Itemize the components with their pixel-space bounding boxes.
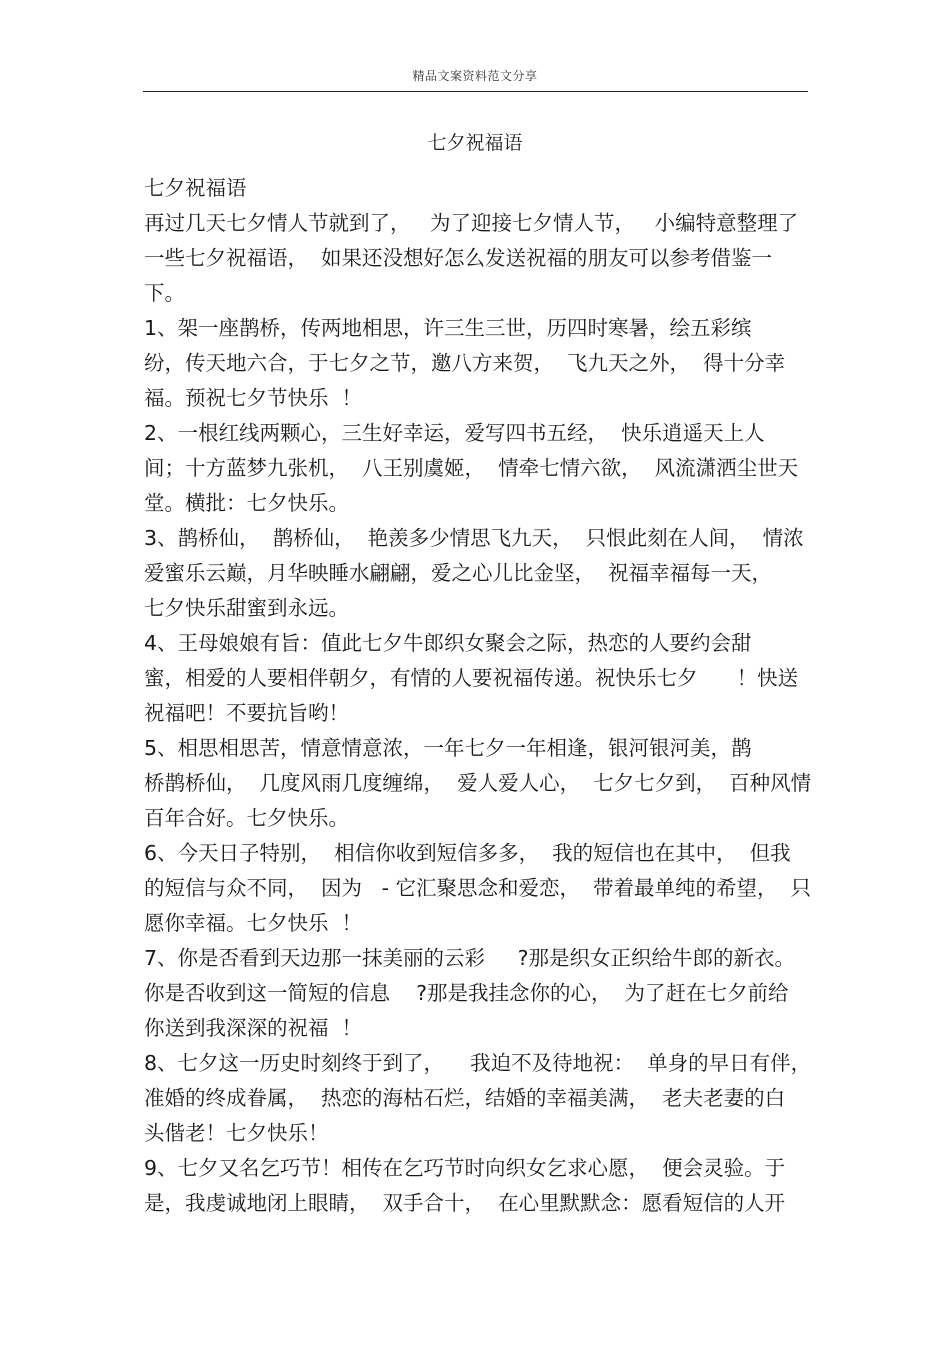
text-line: 2、一根红线两颗心，三生好幸运，爱写四书五经， 快乐逍遥天上人: [144, 421, 765, 445]
text-line: 七夕快乐甜蜜到永远。: [144, 596, 349, 620]
text-line: 纷，传天地六合，于七夕之节，邀八方来贺， 飞九天之外， 得十分幸: [144, 351, 786, 375]
text-line: 8、七夕这一历史时刻终于到了， 我迫不及待地祝： 单身的早日有伴，: [144, 1051, 812, 1075]
text-line: 蜜，相爱的人要相伴朝夕，有情的人要祝福传递。祝快乐七夕 ！快送: [144, 666, 799, 690]
text-line: 你送到我深深的祝福 ！: [144, 1016, 363, 1040]
text-line: 1、架一座鹊桥，传两地相思，许三生三世，历四时寒暑，绘五彩缤: [144, 316, 752, 340]
text-line: 下。: [144, 281, 185, 305]
text-line: 一些七夕祝福语， 如果还没想好怎么发送祝福的朋友可以参考借鉴一: [144, 246, 773, 270]
text-line: 爱蜜乐云巅，月华映睡水翩翩，爱之心儿比金坚， 祝福幸福每一天，: [144, 561, 773, 585]
text-line: 你是否收到这一简短的信息 ?那是我挂念你的心， 为了赶在七夕前给: [144, 981, 789, 1005]
text-line: 9、七夕又名乞巧节！相传在乞巧节时向织女乞求心愿， 便会灵验。于: [144, 1156, 786, 1180]
header-divider: [143, 91, 808, 92]
text-line: 4、王母娘娘有旨：值此七夕牛郎织女聚会之际，热恋的人要约会甜: [144, 631, 752, 655]
text-line: 桥鹊桥仙， 几度风雨几度缠绵， 爱人爱人心， 七夕七夕到， 百种风情: [144, 771, 812, 795]
text-line: 七夕祝福语: [144, 176, 247, 200]
text-line: 头偕老！七夕快乐！: [144, 1121, 329, 1145]
text-line: 7、你是否看到天边那一抹美丽的云彩 ?那是织女正织给牛郎的新衣。: [144, 946, 796, 970]
document-title: 七夕祝福语: [427, 132, 523, 154]
text-line: 5、相思相思苦，情意情意浓，一年七夕一年相逢，银河银河美，鹊: [144, 736, 752, 760]
text-line: 是，我虔诚地闭上眼睛， 双手合十， 在心里默默念：愿看短信的人开: [144, 1191, 786, 1215]
text-line: 百年合好。七夕快乐。: [144, 806, 349, 830]
text-line: 堂。横批：七夕快乐。: [144, 491, 349, 515]
text-line: 3、鹊桥仙， 鹊桥仙， 艳羡多少情思飞九天， 只恨此刻在人间， 情浓: [144, 526, 804, 550]
text-line: 6、今天日子特别， 相信你收到短信多多， 我的短信也在其中， 但我: [144, 841, 791, 865]
text-line: 间；十方蓝梦九张机， 八王别虞姬， 情牵七情六欲， 风流潇洒尘世天: [144, 456, 799, 480]
running-header: 精品文案资料范文分享: [412, 69, 538, 83]
text-line: 再过几天七夕情人节就到了， 为了迎接七夕情人节， 小编特意整理了: [144, 211, 799, 235]
text-line: 准婚的终成眷属， 热恋的海枯石烂，结婚的幸福美满， 老夫老妻的白: [144, 1086, 786, 1110]
text-line: 祝福吧！不要抗旨哟！: [144, 701, 349, 725]
text-line: 的短信与众不同， 因为 - 它汇聚思念和爱恋， 带着最单纯的希望， 只: [144, 876, 812, 900]
document-body: [144, 171, 824, 1221]
text-line: 福。预祝七夕节快乐 ！: [144, 386, 363, 410]
text-line: 愿你幸福。七夕快乐 ！: [144, 911, 363, 935]
